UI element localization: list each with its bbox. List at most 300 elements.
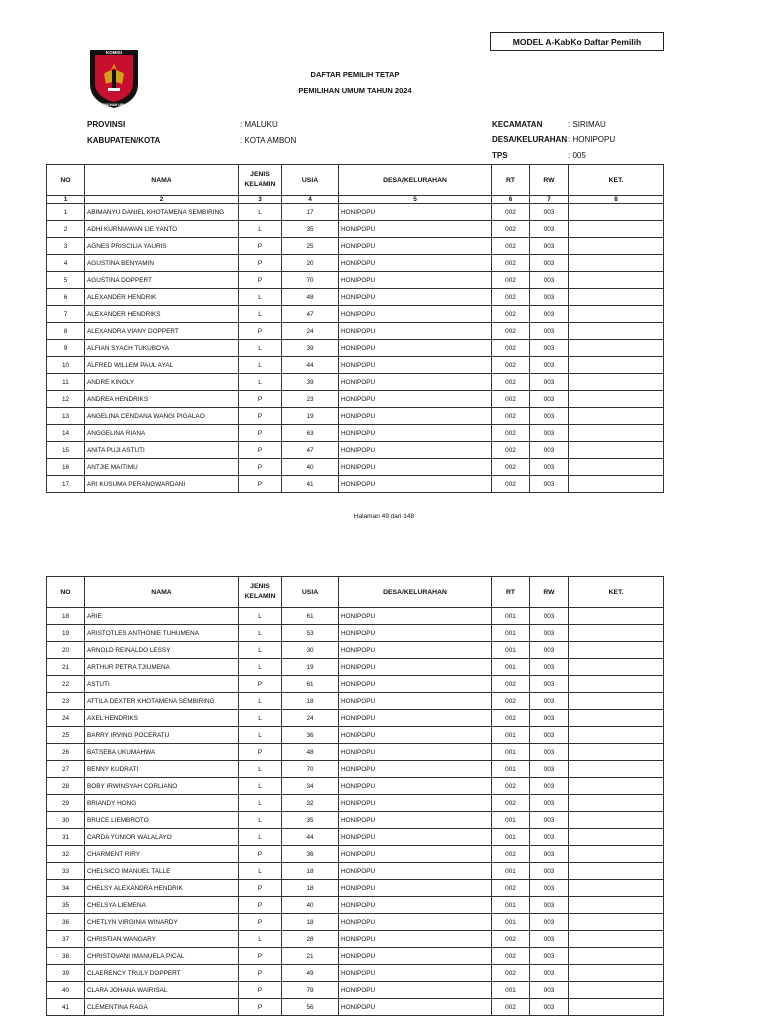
cell-nama: ANDRE KINOLY [85,374,239,391]
cell-desa: HONIPOPU [339,476,492,493]
cell-usia: 61 [282,608,339,625]
cell-no: 8 [47,323,85,340]
cell-ket [569,999,664,1016]
table-row [47,391,664,408]
cell-jenis-kelamin: L [239,659,282,676]
cell-usia: 35 [282,812,339,829]
cell-jenis-kelamin: P [239,897,282,914]
cell-nama: CHELSICO IMANUEL TALLE [85,863,239,880]
cell-usia: 36 [282,846,339,863]
table-row [47,982,664,999]
cell-no: 16 [47,459,85,476]
cell-no: 36 [47,914,85,931]
table-row [47,625,664,642]
header-rw: RW [530,577,569,608]
cell-rt: 002 [492,948,530,965]
cell-ket [569,812,664,829]
cell-rw: 003 [530,914,569,931]
cell-ket [569,761,664,778]
cell-no: 25 [47,727,85,744]
cell-ket [569,204,664,221]
cell-ket [569,476,664,493]
cell-usia: 56 [282,999,339,1016]
column-number: 3 [239,196,282,204]
cell-ket [569,965,664,982]
cell-ket [569,625,664,642]
cell-ket [569,693,664,710]
cell-nama: ASTUTI [85,676,239,693]
cell-desa: HONIPOPU [339,659,492,676]
table-row [47,761,664,778]
cell-rt: 002 [492,306,530,323]
cell-no: 28 [47,778,85,795]
column-number: 8 [569,196,664,204]
cell-desa: HONIPOPU [339,829,492,846]
cell-desa: HONIPOPU [339,897,492,914]
cell-desa: HONIPOPU [339,693,492,710]
cell-usia: 30 [282,642,339,659]
cell-nama: ALEXANDER HENDRIK [85,289,239,306]
cell-no: 6 [47,289,85,306]
column-number: 6 [492,196,530,204]
table-row [47,608,664,625]
cell-ket [569,323,664,340]
cell-nama: ANTJIE MAITIMU [85,459,239,476]
cell-ket [569,744,664,761]
header-desa: DESA/KELURAHAN [339,165,492,196]
cell-rw: 003 [530,761,569,778]
table-row [47,744,664,761]
cell-ket [569,408,664,425]
cell-ket [569,880,664,897]
voter-table-page2 [46,576,664,1016]
cell-rw: 003 [530,374,569,391]
cell-nama: AGUSTINA BENYAMIN [85,255,239,272]
cell-jenis-kelamin: L [239,608,282,625]
cell-ket [569,391,664,408]
cell-rw: 003 [530,476,569,493]
meta-right [492,120,662,164]
cell-usia: 40 [282,897,339,914]
cell-jenis-kelamin: L [239,931,282,948]
cell-rw: 003 [530,965,569,982]
cell-ket [569,642,664,659]
header-no: NO [47,165,85,196]
cell-nama: ARIE [85,608,239,625]
header-jenis-kelamin: JENIS KELAMIN [239,165,282,196]
header-desa: DESA/KELURAHAN [339,577,492,608]
column-number: 1 [47,196,85,204]
cell-rt: 002 [492,846,530,863]
cell-ket [569,272,664,289]
cell-no: 21 [47,659,85,676]
cell-jenis-kelamin: L [239,289,282,306]
kabkota-label: KABUPATEN/KOTA [87,136,161,145]
cell-ket [569,676,664,693]
cell-jenis-kelamin: L [239,710,282,727]
document-title: DAFTAR PEMILIH TETAP [310,70,400,79]
table-row [47,642,664,659]
cell-rt: 002 [492,710,530,727]
table-row [47,999,664,1016]
cell-usia: 53 [282,625,339,642]
cell-no: 10 [47,357,85,374]
cell-nama: ARTHUR PETRA TJIUMENA [85,659,239,676]
cell-nama: ABIMANYU DANIEL KHOTAMENA SEMBIRING [85,204,239,221]
cell-usia: 63 [282,425,339,442]
kabkota-value: : KOTA AMBON [240,136,297,145]
cell-jenis-kelamin: P [239,846,282,863]
cell-rt: 002 [492,795,530,812]
cell-rw: 003 [530,289,569,306]
cell-jenis-kelamin: L [239,863,282,880]
cell-desa: HONIPOPU [339,948,492,965]
table-row [47,204,664,221]
cell-no: 12 [47,391,85,408]
kecamatan-label: KECAMATAN [492,120,543,129]
column-number: 5 [339,196,492,204]
tps-value: : 005 [568,151,586,160]
table-row [47,459,664,476]
cell-no: 24 [47,710,85,727]
cell-usia: 48 [282,744,339,761]
cell-ket [569,255,664,272]
cell-no: 33 [47,863,85,880]
cell-jenis-kelamin: L [239,812,282,829]
cell-usia: 41 [282,476,339,493]
cell-rt: 001 [492,608,530,625]
cell-ket [569,914,664,931]
cell-usia: 19 [282,408,339,425]
provinsi-label: PROVINSI [87,120,126,129]
cell-usia: 48 [282,289,339,306]
cell-rw: 003 [530,982,569,999]
cell-usia: 25 [282,238,339,255]
cell-no: 37 [47,931,85,948]
cell-no: 39 [47,965,85,982]
table-row [47,931,664,948]
cell-usia: 39 [282,374,339,391]
cell-ket [569,931,664,948]
cell-nama: ARISTOTLES ANTHONIE TUHUMENA [85,625,239,642]
cell-usia: 18 [282,863,339,880]
cell-rw: 003 [530,459,569,476]
cell-rt: 002 [492,255,530,272]
cell-rt: 001 [492,914,530,931]
cell-desa: HONIPOPU [339,442,492,459]
cell-ket [569,608,664,625]
cell-desa: HONIPOPU [339,459,492,476]
header-nama: NAMA [85,165,239,196]
cell-jenis-kelamin: L [239,642,282,659]
cell-no: 19 [47,625,85,642]
cell-usia: 18 [282,914,339,931]
cell-ket [569,727,664,744]
cell-nama: ALEXANDRA VIANY DOPPERT [85,323,239,340]
cell-rt: 002 [492,778,530,795]
kecamatan-value: : SIRIMAU [568,120,606,129]
cell-desa: HONIPOPU [339,306,492,323]
table-row [47,289,664,306]
cell-usia: 18 [282,693,339,710]
cell-no: 18 [47,608,85,625]
svg-text:PEMILIHAN UMUM: PEMILIHAN UMUM [99,103,129,107]
cell-rw: 003 [530,323,569,340]
cell-nama: ADHI KURNIAWAN LIE YANTO [85,221,239,238]
cell-nama: CHARMENT RIRY [85,846,239,863]
cell-usia: 17 [282,204,339,221]
cell-jenis-kelamin: P [239,744,282,761]
cell-jenis-kelamin: P [239,948,282,965]
cell-nama: ANDREA HENDRIKS [85,391,239,408]
cell-jenis-kelamin: P [239,476,282,493]
cell-rw: 003 [530,608,569,625]
cell-jenis-kelamin: P [239,391,282,408]
document-subtitle: PEMILIHAN UMUM TAHUN 2024 [298,86,412,95]
header-ket: KET. [569,165,664,196]
cell-desa: HONIPOPU [339,272,492,289]
cell-desa: HONIPOPU [339,965,492,982]
table-row [47,829,664,846]
cell-desa: HONIPOPU [339,357,492,374]
cell-rw: 003 [530,778,569,795]
table-row [47,442,664,459]
table-row [47,408,664,425]
cell-nama: BOBY IRWINSYAH CORLIANO [85,778,239,795]
cell-desa: HONIPOPU [339,846,492,863]
cell-nama: ANGELINA CENDANA WANGI PIGALAO [85,408,239,425]
cell-no: 4 [47,255,85,272]
cell-desa: HONIPOPU [339,710,492,727]
cell-jenis-kelamin: L [239,306,282,323]
cell-desa: HONIPOPU [339,761,492,778]
cell-rt: 002 [492,289,530,306]
cell-desa: HONIPOPU [339,676,492,693]
cell-no: 38 [47,948,85,965]
cell-jenis-kelamin: P [239,442,282,459]
cell-no: 13 [47,408,85,425]
cell-jenis-kelamin: L [239,829,282,846]
cell-rw: 003 [530,340,569,357]
cell-nama: ANITA PUJI ASTUTI [85,442,239,459]
cell-rt: 001 [492,897,530,914]
cell-desa: HONIPOPU [339,727,492,744]
cell-desa: HONIPOPU [339,642,492,659]
cell-rw: 003 [530,744,569,761]
cell-rw: 003 [530,999,569,1016]
table-row [47,778,664,795]
cell-rw: 003 [530,357,569,374]
cell-usia: 44 [282,357,339,374]
table-row [47,965,664,982]
table-row [47,914,664,931]
cell-no: 14 [47,425,85,442]
cell-ket [569,863,664,880]
cell-rt: 001 [492,727,530,744]
cell-usia: 34 [282,778,339,795]
cell-rw: 003 [530,659,569,676]
cell-no: 2 [47,221,85,238]
cell-rt: 002 [492,459,530,476]
cell-usia: 79 [282,982,339,999]
cell-nama: ALFIAN SYACH TUKUBOYA [85,340,239,357]
cell-usia: 23 [282,391,339,408]
tps-label: TPS [492,151,508,160]
cell-rt: 002 [492,391,530,408]
cell-rt: 002 [492,204,530,221]
table-row [47,795,664,812]
cell-nama: AXEL HENDRIKS [85,710,239,727]
cell-usia: 40 [282,459,339,476]
column-number: 7 [530,196,569,204]
table-row [47,880,664,897]
cell-no: 31 [47,829,85,846]
cell-ket [569,948,664,965]
cell-nama: BATSEBA UKUMAHWA [85,744,239,761]
cell-desa: HONIPOPU [339,323,492,340]
cell-usia: 47 [282,442,339,459]
cell-desa: HONIPOPU [339,340,492,357]
cell-rt: 001 [492,625,530,642]
table-row [47,727,664,744]
cell-rt: 001 [492,761,530,778]
cell-nama: AGNES PRISCILIA YAURIS [85,238,239,255]
cell-desa: HONIPOPU [339,625,492,642]
cell-desa: HONIPOPU [339,238,492,255]
cell-ket [569,425,664,442]
cell-ket [569,897,664,914]
table-row [47,374,664,391]
cell-rw: 003 [530,676,569,693]
header-jenis-kelamin: JENIS KELAMIN [239,577,282,608]
cell-rt: 002 [492,999,530,1016]
cell-ket [569,238,664,255]
cell-ket [569,846,664,863]
table-row [47,676,664,693]
cell-rt: 002 [492,965,530,982]
cell-no: 7 [47,306,85,323]
cell-rw: 003 [530,442,569,459]
cell-jenis-kelamin: P [239,408,282,425]
cell-no: 9 [47,340,85,357]
cell-rt: 001 [492,659,530,676]
cell-rt: 001 [492,744,530,761]
cell-rw: 003 [530,391,569,408]
cell-jenis-kelamin: L [239,340,282,357]
cell-jenis-kelamin: L [239,374,282,391]
cell-rt: 002 [492,931,530,948]
cell-ket [569,659,664,676]
cell-nama: ANGGELINA RIANA [85,425,239,442]
header-rt: RT [492,165,530,196]
cell-rw: 003 [530,255,569,272]
cell-usia: 20 [282,255,339,272]
cell-rw: 003 [530,408,569,425]
cell-rw: 003 [530,221,569,238]
cell-rw: 003 [530,812,569,829]
cell-jenis-kelamin: L [239,693,282,710]
cell-nama: BENNY KUDRATI [85,761,239,778]
cell-rw: 003 [530,931,569,948]
header-rw: RW [530,165,569,196]
table-row [47,659,664,676]
cell-rw: 003 [530,625,569,642]
cell-jenis-kelamin: L [239,357,282,374]
cell-nama: CHRISTIAN WANGARY [85,931,239,948]
cell-desa: HONIPOPU [339,812,492,829]
cell-rt: 002 [492,425,530,442]
cell-rw: 003 [530,425,569,442]
column-number-row [47,196,664,204]
cell-ket [569,442,664,459]
table-row [47,693,664,710]
cell-usia: 39 [282,340,339,357]
table-row [47,255,664,272]
cell-nama: ARI KUSUMA PERANGWARDANI [85,476,239,493]
cell-rt: 002 [492,374,530,391]
cell-rw: 003 [530,863,569,880]
cell-usia: 18 [282,880,339,897]
cell-no: 23 [47,693,85,710]
table-row [47,425,664,442]
cell-rt: 002 [492,693,530,710]
table-row [47,846,664,863]
cell-usia: 36 [282,727,339,744]
table-row [47,476,664,493]
cell-rt: 001 [492,829,530,846]
cell-jenis-kelamin: P [239,999,282,1016]
cell-nama: CARDA YUNIOR WALALAYO [85,829,239,846]
cell-ket [569,221,664,238]
cell-rt: 002 [492,442,530,459]
cell-usia: 24 [282,710,339,727]
cell-usia: 44 [282,829,339,846]
cell-nama: BARRY IRVING POCERATU [85,727,239,744]
table-row [47,340,664,357]
cell-rt: 001 [492,812,530,829]
cell-no: 27 [47,761,85,778]
cell-jenis-kelamin: L [239,778,282,795]
table-row [47,323,664,340]
cell-nama: ARNOLD REINALDO LESSY [85,642,239,659]
cell-no: 1 [47,204,85,221]
cell-ket [569,340,664,357]
svg-text:KOMISI: KOMISI [105,50,123,56]
cell-no: 30 [47,812,85,829]
cell-usia: 32 [282,795,339,812]
cell-nama: CHELSY ALEXANDRA HENDRIK [85,880,239,897]
cell-desa: HONIPOPU [339,289,492,306]
cell-jenis-kelamin: P [239,272,282,289]
cell-usia: 49 [282,965,339,982]
cell-jenis-kelamin: L [239,761,282,778]
header-no: NO [47,577,85,608]
cell-rt: 002 [492,272,530,289]
cell-no: 3 [47,238,85,255]
cell-no: 40 [47,982,85,999]
cell-ket [569,710,664,727]
cell-rw: 003 [530,948,569,965]
table-row [47,863,664,880]
cell-rw: 003 [530,727,569,744]
cell-usia: 21 [282,948,339,965]
cell-desa: HONIPOPU [339,255,492,272]
cell-jenis-kelamin: P [239,459,282,476]
cell-rw: 003 [530,880,569,897]
kpu-logo [86,46,142,110]
cell-jenis-kelamin: L [239,221,282,238]
cell-nama: CHETLYN VIRGINIA WINARDY [85,914,239,931]
